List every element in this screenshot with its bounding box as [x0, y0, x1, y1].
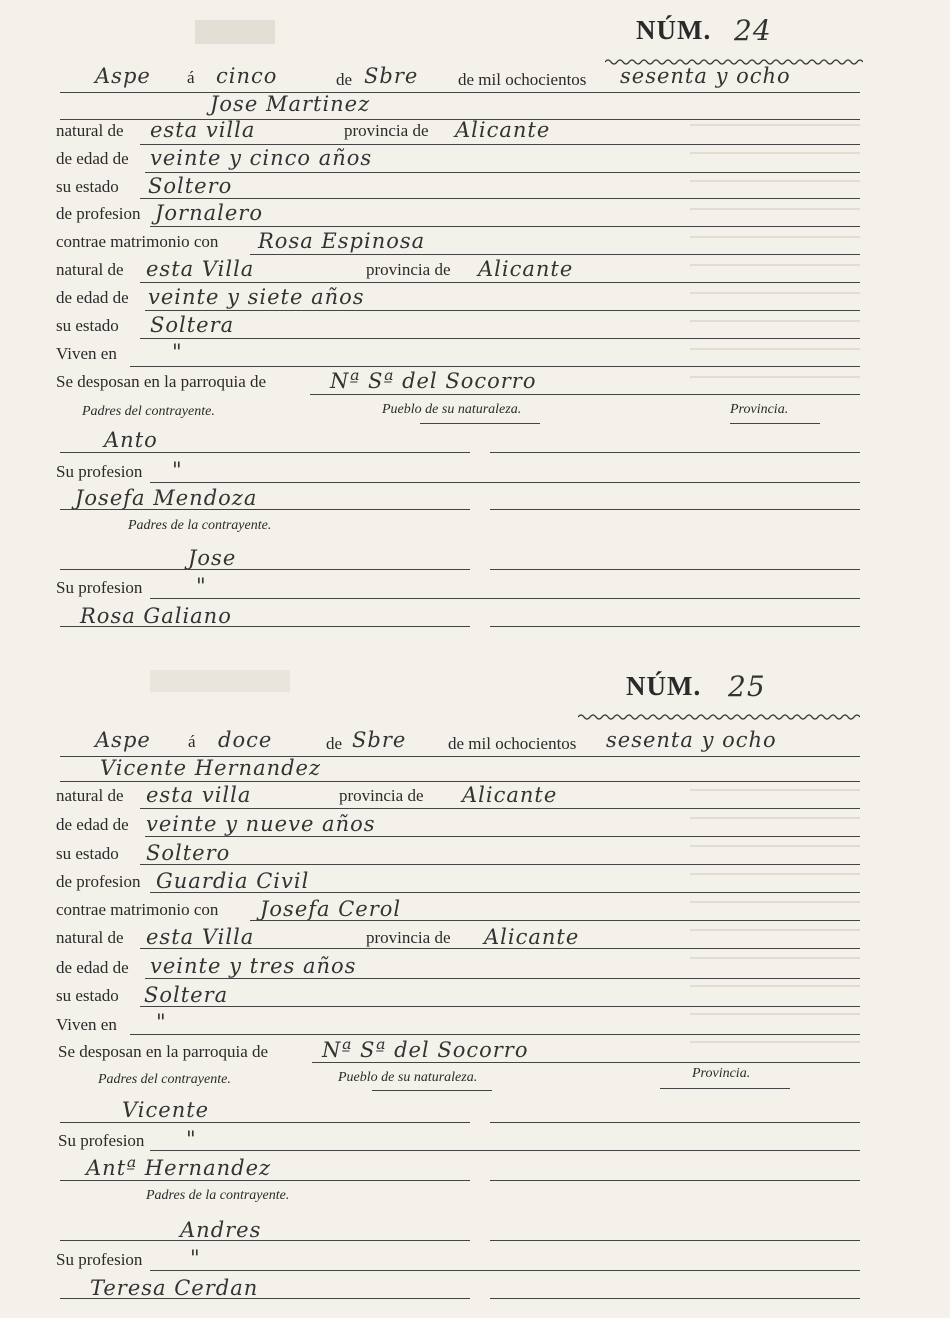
rule — [490, 569, 860, 570]
rule — [140, 948, 860, 949]
label-se-desposan: Se desposan en la parroquia de — [58, 1042, 269, 1061]
label-de-mil: de mil ochocientos — [448, 734, 577, 753]
month: Sbre — [352, 728, 407, 752]
label-provincia: Provincia. — [730, 402, 789, 417]
label-su-profesion: Su profesion — [56, 1250, 143, 1269]
bride-natural: esta Villa — [146, 925, 255, 949]
groom-profession: Jornalero — [155, 201, 263, 225]
live-in: " — [156, 1010, 167, 1034]
rule — [150, 226, 860, 227]
rule — [150, 482, 860, 483]
bride-father-profession: " — [196, 574, 207, 598]
record-number-label: NÚM. — [636, 15, 712, 45]
rule — [140, 1006, 860, 1007]
label-natural-de: natural de — [56, 260, 124, 279]
rule — [140, 198, 860, 199]
wavy-rule — [578, 713, 860, 721]
bride-mother: Teresa Cerdan — [90, 1276, 259, 1300]
short-rule — [730, 423, 820, 424]
label-de: de — [336, 70, 353, 89]
live-in: " — [172, 340, 183, 364]
parish: Nª Sª del Socorro — [330, 369, 537, 393]
label-su-estado: su estado — [56, 844, 119, 863]
short-rule — [660, 1088, 790, 1089]
rule — [140, 864, 860, 865]
rule — [145, 172, 860, 173]
label-natural-de: natural de — [56, 928, 124, 947]
label-a: á — [188, 732, 196, 751]
label-contrae: contrae matrimonio con — [56, 232, 219, 251]
label-su-profesion: Su profesion — [56, 462, 143, 481]
rule — [312, 1062, 860, 1063]
bride-natural: esta Villa — [146, 257, 255, 281]
rule — [490, 509, 860, 510]
rule — [150, 1150, 860, 1151]
groom-mother: Antª Hernandez — [86, 1156, 272, 1180]
rule — [150, 892, 860, 893]
rule — [140, 144, 860, 145]
rule — [130, 1034, 860, 1035]
rule — [145, 836, 860, 837]
rule — [60, 1298, 470, 1299]
groom-age: veinte y nueve años — [146, 812, 376, 836]
rule — [60, 1122, 470, 1123]
rule — [490, 1240, 860, 1241]
label-de-edad-de: de edad de — [56, 958, 129, 977]
groom-status: Soltero — [148, 174, 233, 198]
rule — [140, 338, 860, 339]
groom-status: Soltero — [146, 841, 231, 865]
label-pueblo: Pueblo de su naturaleza. — [338, 1070, 478, 1085]
label-viven-en: Viven en — [56, 1015, 117, 1034]
label-natural-de: natural de — [56, 786, 124, 805]
groom-profession: Guardia Civil — [156, 869, 310, 893]
label-padres-contrayente-f: Padres de la contrayente. — [146, 1188, 290, 1203]
parish: Nª Sª del Socorro — [322, 1038, 529, 1062]
record-number: 25 — [728, 670, 766, 703]
bride-father: Andres — [180, 1218, 262, 1242]
label-de-profesion: de profesion — [56, 204, 141, 223]
rule — [490, 1122, 860, 1123]
label-su-estado: su estado — [56, 986, 119, 1005]
rule — [140, 808, 860, 809]
label-padres-contrayente: Padres del contrayente. — [98, 1072, 231, 1087]
label-padres-contrayente: Padres del contrayente. — [82, 404, 215, 419]
groom-name: Jose Martinez — [210, 92, 371, 116]
bride-province: Alicante — [478, 257, 574, 281]
label-viven-en: Viven en — [56, 344, 117, 363]
rule — [250, 254, 860, 255]
record-number: 24 — [734, 14, 772, 47]
label-de-profesion: de profesion — [56, 872, 141, 891]
short-rule — [420, 423, 540, 424]
label-provincia-de: provincia de — [339, 786, 424, 805]
label-provincia-de: provincia de — [366, 928, 451, 947]
rule — [490, 1298, 860, 1299]
label-su-profesion: Su profesion — [56, 578, 143, 597]
place: Aspe — [95, 64, 151, 88]
rule — [60, 626, 470, 627]
groom-province: Alicante — [462, 783, 558, 807]
label-contrae: contrae matrimonio con — [56, 900, 219, 919]
label-padres-contrayente-f: Padres de la contrayente. — [128, 518, 272, 533]
rule — [250, 920, 860, 921]
label-su-profesion: Su profesion — [58, 1131, 145, 1150]
year: sesenta y ocho — [620, 64, 791, 88]
groom-father-profession: " — [172, 458, 183, 482]
rule — [60, 452, 470, 453]
rule — [150, 598, 860, 599]
bride-province: Alicante — [484, 925, 580, 949]
record-number-label: NÚM. — [626, 671, 702, 701]
bride-status: Soltera — [150, 313, 235, 337]
label-su-estado: su estado — [56, 177, 119, 196]
rule — [145, 978, 860, 979]
groom-father: Vicente — [122, 1098, 210, 1122]
rule — [145, 310, 860, 311]
groom-name: Vicente Hernandez — [100, 756, 322, 780]
label-de-edad-de: de edad de — [56, 288, 129, 307]
month: Sbre — [364, 64, 419, 88]
label-su-estado: su estado — [56, 316, 119, 335]
bride-father: Jose — [188, 546, 237, 570]
bride-father-profession: " — [190, 1246, 201, 1270]
label-de-edad-de: de edad de — [56, 149, 129, 168]
label-a: á — [187, 68, 195, 87]
bride-name: Rosa Espinosa — [258, 229, 426, 253]
label-provincia: Provincia. — [692, 1066, 751, 1081]
bride-name: Josefa Cerol — [260, 897, 402, 921]
rule — [60, 781, 860, 782]
groom-mother: Josefa Mendoza — [75, 486, 258, 510]
short-rule — [372, 1090, 492, 1091]
day: cinco — [216, 64, 278, 88]
rule — [60, 92, 860, 93]
bride-mother: Rosa Galiano — [80, 604, 232, 628]
label-provincia-de: provincia de — [366, 260, 451, 279]
rule — [60, 569, 470, 570]
year: sesenta y ocho — [606, 728, 777, 752]
rule — [140, 282, 860, 283]
groom-father: Anto — [104, 428, 158, 452]
rule — [60, 1180, 470, 1181]
label-se-desposan: Se desposan en la parroquia de — [56, 372, 267, 391]
label-natural-de: natural de — [56, 121, 124, 140]
label-de: de — [326, 734, 343, 753]
rule — [130, 366, 860, 367]
rule — [490, 1180, 860, 1181]
groom-province: Alicante — [455, 118, 551, 142]
bride-age: veinte y siete años — [148, 285, 365, 309]
rule — [60, 1240, 470, 1241]
groom-natural: esta villa — [146, 783, 252, 807]
groom-age: veinte y cinco años — [150, 146, 373, 170]
bride-age: veinte y tres años — [150, 954, 357, 978]
rule — [60, 509, 470, 510]
label-de-mil: de mil ochocientos — [458, 70, 587, 89]
groom-natural: esta villa — [150, 118, 256, 142]
bride-status: Soltera — [144, 983, 229, 1007]
label-de-edad-de: de edad de — [56, 815, 129, 834]
rule — [490, 452, 860, 453]
groom-father-profession: " — [186, 1127, 197, 1151]
rule — [490, 626, 860, 627]
day: doce — [218, 728, 273, 752]
rule — [310, 394, 860, 395]
rule — [150, 1270, 860, 1271]
label-provincia-de: provincia de — [344, 121, 429, 140]
label-pueblo: Pueblo de su naturaleza. — [382, 402, 522, 417]
place: Aspe — [95, 728, 151, 752]
